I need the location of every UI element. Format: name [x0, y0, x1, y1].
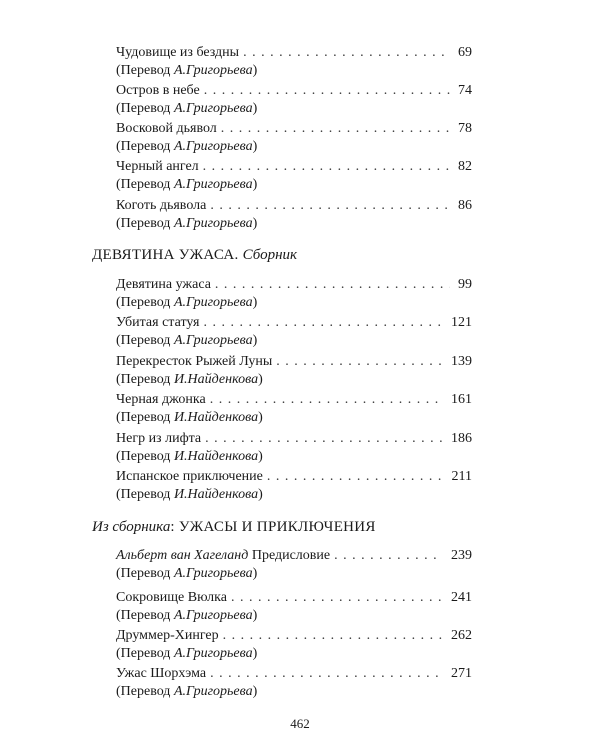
entry-page: 139 — [451, 354, 472, 369]
entry-page: 161 — [451, 392, 472, 407]
entry-title: Черная джонка — [116, 392, 206, 407]
section-title: ДЕВЯТИНА УЖАСА. — [92, 247, 239, 263]
entry-title: Ужас Шорхэма — [116, 666, 207, 681]
entry-page: 74 — [458, 83, 472, 98]
entry-translator: (Перевод И.Найденкова) — [116, 410, 263, 425]
entry-page: 239 — [451, 548, 472, 563]
entry-translator: (Перевод А.Григорьева) — [116, 177, 258, 192]
section-subtitle: Сборник — [242, 247, 298, 263]
entry-title: Коготь дьявола — [116, 198, 207, 213]
toc-entry — [116, 589, 472, 625]
entry-title: Восковой дьявол — [116, 121, 217, 136]
toc-entry — [116, 430, 472, 466]
toc-entry — [116, 120, 472, 156]
entry-translator: (Перевод А.Григорьева) — [116, 63, 258, 78]
entry-page: 211 — [451, 469, 472, 484]
toc-entry — [116, 82, 472, 118]
entry-translator: (Перевод И.Найденкова) — [116, 372, 263, 387]
toc-entry — [116, 391, 472, 427]
entry-title: Друммер-Хингер — [116, 628, 219, 643]
toc-entry — [116, 627, 472, 663]
dot-leader — [231, 589, 443, 607]
toc-entry — [116, 665, 472, 701]
dot-leader — [205, 430, 443, 448]
dot-leader — [210, 391, 443, 409]
dot-leader — [203, 314, 443, 332]
dot-leader — [204, 82, 450, 100]
section-title: : УЖАСЫ И ПРИКЛЮЧЕНИЯ — [170, 519, 376, 535]
toc-entry — [116, 314, 472, 350]
toc-entry — [116, 547, 472, 583]
entry-title: Чудовище из бездны — [116, 45, 240, 60]
entry-translator: (Перевод А.Григорьева) — [116, 139, 258, 154]
entry-translator: (Перевод А.Григорьева) — [116, 608, 258, 623]
dot-leader — [276, 353, 443, 371]
dot-leader — [223, 627, 443, 645]
entry-translator: (Перевод А.Григорьева) — [116, 295, 258, 310]
dot-leader — [334, 547, 443, 565]
toc-entry — [116, 353, 472, 389]
entry-translator: (Перевод А.Григорьева) — [116, 101, 258, 116]
entry-translator: (Перевод А.Григорьева) — [116, 216, 258, 231]
dot-leader — [215, 276, 450, 294]
entry-title: Перекресток Рыжей Луны — [116, 354, 273, 369]
entry-title: Убитая статуя — [116, 315, 200, 330]
toc-entry — [116, 276, 472, 312]
dot-leader — [243, 44, 450, 62]
toc-entry — [116, 158, 472, 194]
entry-translator: (Перевод А.Григорьева) — [116, 566, 258, 581]
dot-leader — [203, 158, 450, 176]
entry-page: 78 — [458, 121, 472, 136]
entry-title: Испанское приключение — [116, 469, 263, 484]
entry-page: 99 — [458, 277, 472, 292]
dot-leader — [210, 197, 450, 215]
section-heading — [92, 519, 376, 536]
dot-leader — [221, 120, 450, 138]
section-prefix: Из сборника — [92, 519, 171, 535]
entry-title: Негр из лифта — [116, 431, 202, 446]
entry-page: 121 — [451, 315, 472, 330]
entry-translator: (Перевод А.Григорьева) — [116, 333, 258, 348]
entry-page: 82 — [458, 159, 472, 174]
entry-page: 241 — [451, 590, 472, 605]
entry-page: 271 — [451, 666, 472, 681]
entry-page: 186 — [451, 431, 472, 446]
entry-title: Сокровище Вюлка — [116, 590, 227, 605]
dot-leader — [210, 665, 443, 683]
entry-page: 262 — [451, 628, 472, 643]
entry-translator: (Перевод А.Григорьева) — [116, 646, 258, 661]
entry-translator: (Перевод А.Григорьева) — [116, 684, 258, 699]
entry-translator: (Перевод И.Найденкова) — [116, 487, 263, 502]
entry-title: Черный ангел — [116, 159, 199, 174]
entry-title: Остров в небе — [116, 83, 200, 98]
entry-page: 86 — [458, 198, 472, 213]
page-number: 462 — [290, 716, 310, 731]
toc-entry — [116, 468, 472, 504]
entry-translator: (Перевод И.Найденкова) — [116, 449, 263, 464]
toc-entry — [116, 197, 472, 233]
entry-title: Девятина ужаса — [116, 277, 211, 292]
section-heading — [92, 247, 297, 264]
toc-entry — [116, 44, 472, 80]
entry-page: 69 — [458, 45, 472, 60]
entry-author: Альберт ван Хагеланд — [116, 548, 249, 563]
dot-leader — [267, 468, 444, 486]
entry-title: Альберт ван Хагеланд Предисловие — [116, 548, 331, 563]
